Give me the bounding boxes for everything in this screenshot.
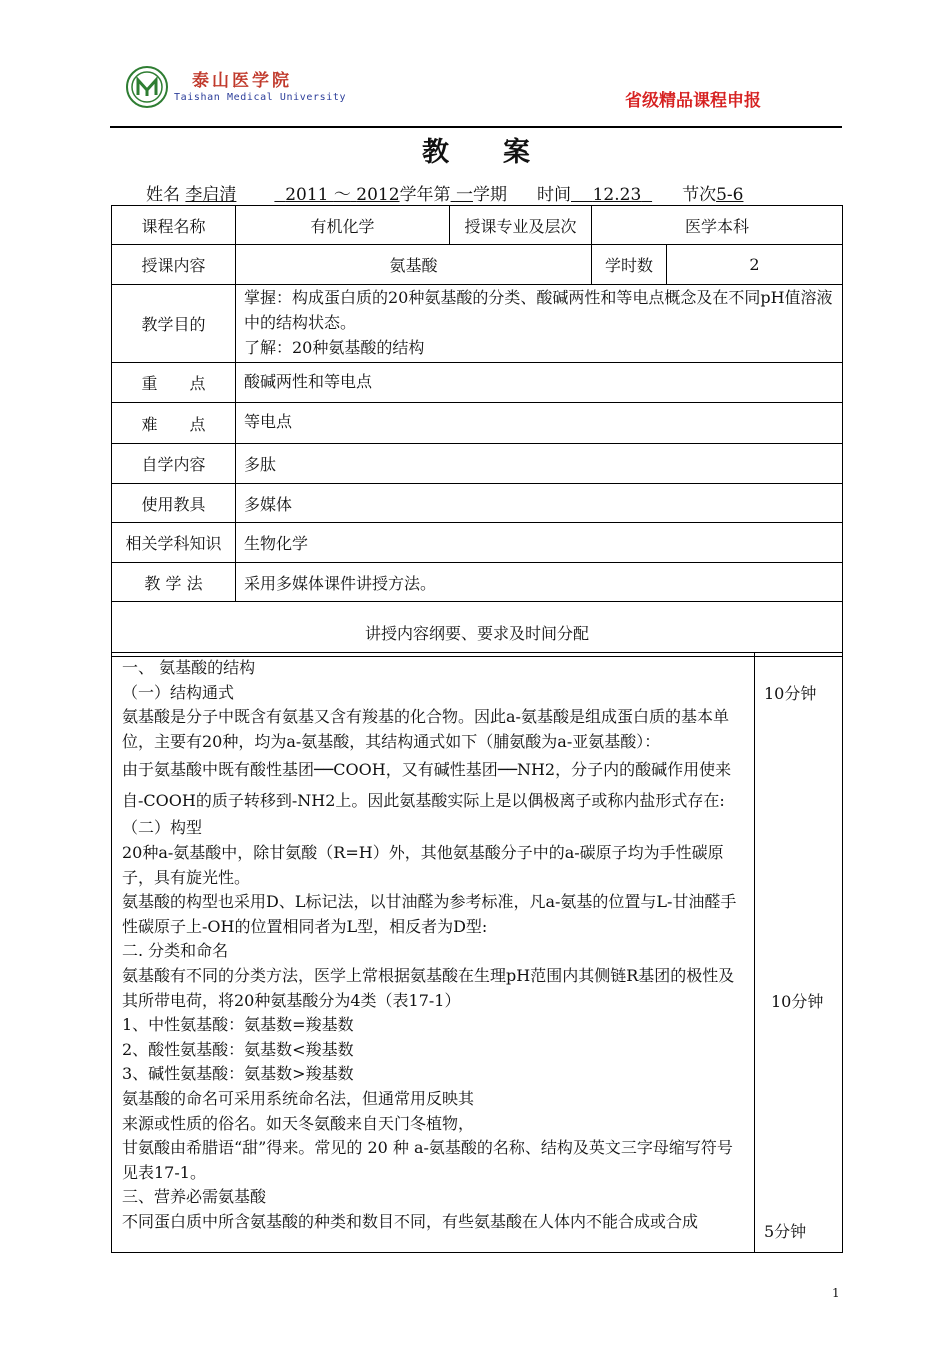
- page-header: [0, 0, 952, 130]
- content-line: 一、 氨基酸的结构: [122, 658, 256, 677]
- teaching-method: 采用多媒体课件讲授方法。: [236, 563, 843, 602]
- time-allocation-1: 10分钟: [764, 684, 817, 703]
- content-line: 1、中性氨基酸：氨基数=羧基数: [122, 1015, 354, 1035]
- section-value: 5-6: [716, 185, 744, 205]
- difficult-point-label: 难 点: [112, 403, 236, 444]
- hours: 2: [667, 245, 843, 285]
- lesson-time: 12.23: [592, 185, 642, 205]
- content-line: 3、碱性氨基酸：氨基数>羧基数: [122, 1064, 354, 1084]
- time-allocation-2: 10分钟: [771, 992, 824, 1011]
- course-name: 有机化学: [236, 206, 450, 245]
- lesson-meta: 姓名 李启清 2011 ～ 2012学年第 一学期 时间 12.23 节次5-6: [146, 185, 744, 205]
- tools: 多媒体: [236, 484, 843, 523]
- content-line: 来源或性质的俗名。如天冬氨酸来自天门冬植物，: [122, 1113, 475, 1133]
- difficult-point: 等电点: [236, 403, 843, 444]
- content-line: 氨基酸的命名可采用系统命名法，但通常用反映其: [122, 1088, 475, 1108]
- university-logo-icon: [126, 66, 168, 108]
- header-rule: [110, 126, 842, 128]
- university-name-cn: 泰山医学院: [192, 71, 292, 91]
- content-line: 二. 分类和命名: [122, 941, 229, 961]
- teacher-name: 李启清: [185, 185, 237, 205]
- time-allocation: [755, 653, 843, 1253]
- related-subject-label: 相关学科知识: [112, 523, 236, 563]
- objective-understand: 了解：20种氨基酸的结构: [244, 338, 425, 357]
- content-line: （一）结构通式: [122, 682, 235, 702]
- lecture-outline-table: [111, 652, 843, 1253]
- course-name-label: 课程名称: [112, 206, 236, 245]
- page-title: 教 案: [422, 137, 530, 168]
- section-label: 节次: [682, 185, 717, 205]
- content-label: 授课内容: [112, 245, 236, 285]
- content-line: 三、营养必需氨基酸: [122, 1187, 267, 1207]
- year-end: 2012: [356, 185, 400, 205]
- university-name-en: Taishan Medical University: [174, 92, 347, 103]
- page-number: 1: [832, 1286, 840, 1300]
- objective: [236, 285, 843, 363]
- content-line: 由于氨基酸中既有酸性基团──COOH，又有碱性基团──NH2，分子内的酸碱作用使来自-COOH的质子转移到-NH2上。因此氨基酸实际上是以偶极离子或称内盐形式存在:: [122, 760, 732, 811]
- content-line: 2、酸性氨基酸：氨基数<羧基数: [122, 1039, 354, 1059]
- self-study: 多肽: [236, 444, 843, 484]
- content-line: 不同蛋白质中所含氨基酸的种类和数目不同，有些氨基酸在人体内不能合成或合成: [122, 1211, 699, 1231]
- major: 医学本科: [592, 206, 843, 245]
- year-start: 2011: [285, 185, 329, 205]
- lecture-content: [112, 653, 755, 1253]
- key-point-label: 重 点: [112, 363, 236, 403]
- hours-label: 学时数: [592, 245, 667, 285]
- lesson-content: 氨基酸: [236, 245, 592, 285]
- time-label: 时间: [536, 185, 571, 205]
- tools-label: 使用教具: [112, 484, 236, 523]
- semester: 一: [455, 185, 473, 205]
- objective-master: 掌握：构成蛋白质的20种氨基酸的分类、酸碱两性和等电点概念及在不同pH值溶液中的结构状态。: [244, 288, 833, 332]
- major-label: 授课专业及层次: [450, 206, 592, 245]
- lesson-info-table: [111, 205, 843, 657]
- time-allocation-3: 5分钟: [764, 1222, 807, 1241]
- outline-heading: 讲授内容纲要、要求及时间分配: [112, 602, 843, 657]
- content-line: 氨基酸有不同的分类方法，医学上常根据氨基酸在生理pH范围内其侧链R基团的极性及其所带电荷，将20种氨基酸分为4类（表17-1）: [122, 965, 735, 1010]
- content-line: （二）构型: [122, 818, 203, 838]
- content-line: 氨基酸是分子中既含有氨基又含有羧基的化合物。因此a-氨基酸是组成蛋白质的基本单位，主要有20种，均为a-氨基酸，其结构通式如下（脯氨酸为a-亚氨基酸）：: [122, 707, 729, 751]
- objective-label: 教学目的: [112, 285, 236, 363]
- related-subject: 生物化学: [236, 523, 843, 563]
- content-line: 20种a-氨基酸中，除甘氨酸（R=H）外，其他氨基酸分子中的a-碳原子均为手性碳原子，具有旋光性。: [122, 842, 724, 887]
- self-study-label: 自学内容: [112, 444, 236, 484]
- key-point: 酸碱两性和等电点: [236, 363, 843, 403]
- content-line: 甘氨酸由希腊语“甜”得来。常见的 20 种 a-氨基酸的名称、结构及英文三字母缩写符号见表17-1。: [122, 1138, 733, 1182]
- name-label: 姓名: [146, 185, 180, 205]
- application-label: 省级精品课程申报: [625, 91, 761, 111]
- teaching-method-label: 教 学 法: [112, 563, 236, 602]
- content-line: 氨基酸的构型也采用D、L标记法，以甘油醛为参考标准，凡a-氨基的位置与L-甘油醛手性碳原子上-OH的位置相同者为L型，相反者为D型:: [122, 892, 737, 936]
